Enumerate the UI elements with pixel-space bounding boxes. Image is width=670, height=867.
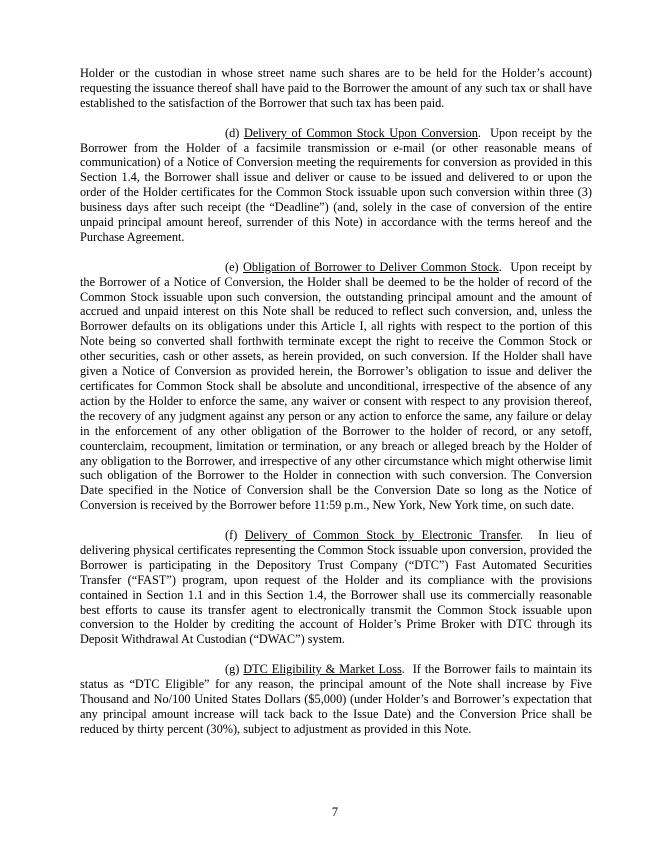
clause-label-d: (d) [225, 125, 240, 140]
paragraph-e: (e) Obligation of Borrower to Deliver Common Stock. Upon receipt by the Borrower of a Notice of Conversion, the Holder shall be deemed to be the holder of record of the Common Stock issuable upon such conversion, the outstanding principal amount and the amount of accrued and unpaid interest on this Note shall be reduced to reflect such conversion, and, unless the Borrower defaults on its obligations under this Article I, all rights with respect to the portion of this Note being so converted shall forthwith terminate except the right to receive the Common Stock or other securities, cash or other assets, as herein provided, on such conversion. If the Holder shall have given a Notice of Conversion as provided herein, the Borrower’s obligation to issue and deliver the certificates for Common Stock shall be absolute and unconditional, irrespective of the absence of any action by the Holder to enforce the same, any waiver or consent with respect to any provision thereof, the recovery of any judgment against any person or any action to enforce the same, any failure or delay in the enforcement of any other obligation of the Borrower to the holder of record, or any setoff, counterclaim, recoupment, limitation or termination, or any breach or alleged breach by the Holder of any obligation to the Borrower, and irrespective of any other circumstance which might otherwise limit such obligation of the Borrower to the Holder in connection with such conversion. The Conversion Date specified in the Notice of Conversion shall be the Conversion Date so long as the Notice of Conversion is received by the Borrower before 11:59 p.m., New York, New York time, on such date. [80, 259, 592, 513]
clause-label-e: (e) [225, 259, 239, 274]
paragraph-f: (f) Delivery of Common Stock by Electronic Transfer. In lieu of delivering physical certificates representing the Common Stock issuable upon conversion, provided the Borrower is participating in the Depository Trust Company (“DTC”) Fast Automated Securities Transfer (“FAST”) program, upon request of the Holder and its compliance with the provisions contained in Section 1.1 and in this Section 1.4, the Borrower shall use its commercially reasonable best efforts to cause its transfer agent to electronically transmit the Common Stock issuable upon conversion to the Holder by crediting the account of Holder’s Prime Broker with DTC through its Deposit Withdrawal At Custodian (“DWAC”) system. [80, 528, 592, 647]
paragraph-intro: Holder or the custodian in whose street name such shares are to be held for the Holder’s account) requesting the issuance thereof shall have paid to the Borrower the amount of any such tax or shall have established to the satisfaction of the Borrower that such tax has been paid. [80, 66, 592, 110]
clause-body-f: In lieu of delivering physical certificates representing the Common Stock issuable upon conversion, provided the Borrower is participating in the Depository Trust Company (“DTC”) Fast Automated Securities Transfer (“FAST”) program, upon request of the Holder and its compliance with the provisions contained in Section 1.1 and in this Section 1.4, the Borrower shall use its commercially reasonable best efforts to cause its transfer agent to electronically transmit the Common Stock issuable upon conversion to the Holder by crediting the account of Holder’s Prime Broker with DTC through its Deposit Withdrawal At Custodian (“DWAC”) system. [80, 528, 592, 647]
document-page [80, 66, 592, 752]
clause-heading-g: DTC Eligibility & Market Loss [243, 662, 402, 677]
clause-body-d: Upon receipt by the Borrower from the Holder of a facsimile transmission or e-mail (or other reasonable means of communication) of a Notice of Conversion meeting the requirements for conversion as provided in this Section 1.4, the Borrower shall issue and deliver or cause to be issued and delivered to or upon the order of the Holder certificates for the Common Stock issuable upon such conversion within three (3) business days after such receipt (the “Deadline”) (and, solely in the case of conversion of the entire unpaid principal amount hereof, surrender of this Note) in accordance with the terms hereof and the Purchase Agreement. [80, 125, 592, 244]
clause-label-f: (f) [225, 528, 238, 543]
paragraph-g: (g) DTC Eligibility & Market Loss. If the Borrower fails to maintain its status as “DTC Eligible” for any reason, the principal amount of the Note shall increase by Five Thousand and No/100 United States Dollars ($5,000) (under Holder’s and Borrower’s expectation that any principal amount increase will tack back to the Issue Date) and the Conversion Price shall be reduced by thirty percent (30%), subject to adjustment as provided in this Note. [80, 662, 592, 736]
clause-heading-f: Delivery of Common Stock by Electronic Transfer [244, 528, 520, 543]
clause-body-e: Upon receipt by the Borrower of a Notice of Conversion, the Holder shall be deemed to be the holder of record of the Common Stock issuable upon such conversion, the outstanding principal amount and the amount of accrued and unpaid interest on this Note shall be reduced to reflect such conversion, and, unless the Borrower defaults on its obligations under this Article I, all rights with respect to the portion of this Note being so converted shall forthwith terminate except the right to receive the Common Stock or other securities, cash or other assets, as herein provided, on such conversion. If the Holder shall have given a Notice of Conversion as provided herein, the Borrower’s obligation to issue and deliver the certificates for Common Stock shall be absolute and unconditional, irrespective of the absence of any action by the Holder to enforce the same, any waiver or consent with respect to any provision thereof, the recovery of any judgment against any person or any action to enforce the same, any failure or delay in the enforcement of any other obligation of the Borrower to the holder of record, or any setoff, counterclaim, recoupment, limitation or termination, or any breach or alleged breach by the Holder of any obligation to the Borrower, and irrespective of any other circumstance which might otherwise limit such obligation of the Borrower to the Holder in connection with such conversion. The Conversion Date specified in the Notice of Conversion shall be the Conversion Date so long as the Notice of Conversion is received by the Borrower before 11:59 p.m., New York, New York time, on such date. [80, 259, 592, 513]
page-number: 7 [331, 805, 339, 819]
clause-body-g: If the Borrower fails to maintain its status as “DTC Eligible” for any reason, the principal amount of the Note shall increase by Five Thousand and No/100 United States Dollars ($5,000) (under Holder’s and Borrower’s expectation that any principal amount increase will tack back to the Issue Date) and the Conversion Price shall be reduced by thirty percent (30%), subject to adjustment as provided in this Note. [80, 662, 592, 736]
clause-heading-e: Obligation of Borrower to Deliver Common Stock [242, 259, 499, 274]
paragraph-d: (d) Delivery of Common Stock Upon Conversion. Upon receipt by the Borrower from the Holder of a facsimile transmission or e-mail (or other reasonable means of communication) of a Notice of Conversion meeting the requirements for conversion as provided in this Section 1.4, the Borrower shall issue and deliver or cause to be issued and delivered to or upon the order of the Holder certificates for the Common Stock issuable upon such conversion within three (3) business days after such receipt (the “Deadline”) (and, solely in the case of conversion of the entire unpaid principal amount hereof, surrender of this Note) in accordance with the terms hereof and the Purchase Agreement. [80, 125, 592, 244]
clause-label-g: (g) [225, 662, 240, 677]
clause-heading-d: Delivery of Common Stock Upon Conversion [243, 125, 478, 140]
